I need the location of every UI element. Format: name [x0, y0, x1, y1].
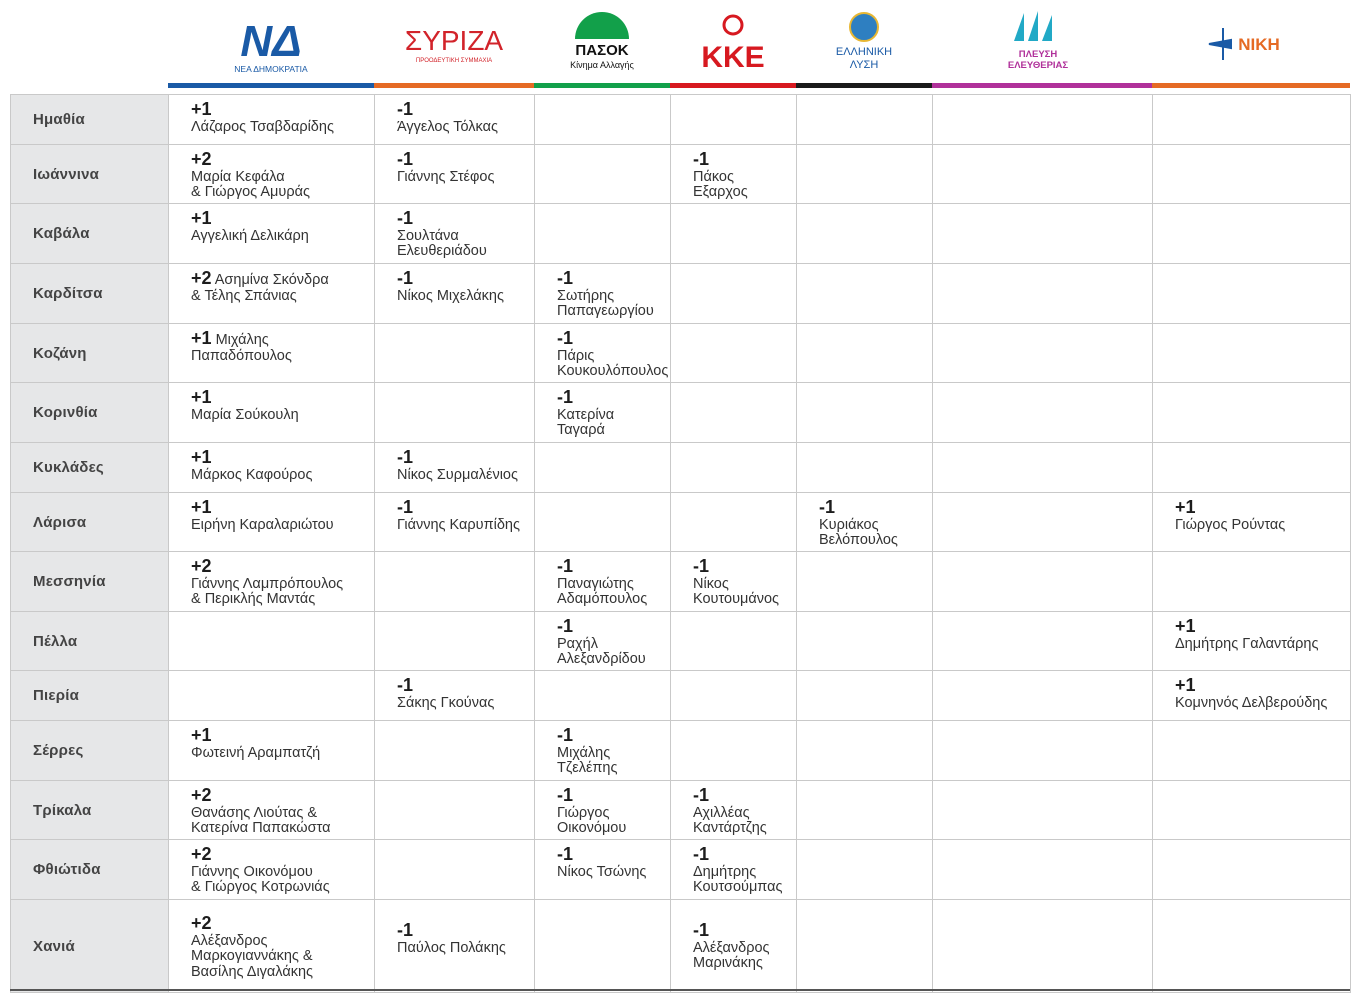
cell-niki: [1153, 840, 1351, 900]
candidate-name: Φωτεινή Αραμπατζή: [191, 744, 321, 761]
candidate-name: Γιάννης Καρυπίδης: [397, 516, 520, 533]
candidate-name: Αλέξανδρος: [693, 939, 770, 956]
candidate-name: & Τέλης Σπάνιας: [191, 287, 297, 304]
cell-niki: [1153, 95, 1351, 145]
candidate-name: Βασίλης Διγαλάκης: [191, 963, 314, 980]
cell-syriza: [375, 95, 535, 145]
candidate-name: Δημήτρης: [693, 863, 757, 880]
region-name: Καβάλα: [11, 204, 169, 264]
cell-pasok: [535, 612, 671, 671]
cell-nd: [169, 145, 375, 204]
seat-change: +1: [191, 328, 212, 348]
cell-syriza: [375, 781, 535, 840]
seat-change: -1: [397, 268, 414, 288]
el-color-bar: [796, 83, 932, 88]
cell-el: [797, 721, 933, 781]
region-name: Ημαθία: [11, 95, 169, 145]
table-row: [11, 612, 1351, 671]
cell-syriza: [375, 612, 535, 671]
syriza-color-bar: [374, 83, 534, 88]
cell-el: [797, 95, 933, 145]
ple-color-bar: [932, 83, 1152, 88]
party-syriza: [374, 0, 534, 90]
seat-change: +1: [191, 447, 212, 467]
seat-change: -1: [397, 497, 414, 517]
seat-change: -1: [397, 920, 414, 940]
cell-niki: [1153, 671, 1351, 721]
candidate-name: Σουλτάνα: [397, 227, 459, 244]
candidate-name: Αλεξανδρίδου: [557, 651, 646, 667]
cell-ple: [933, 493, 1153, 552]
candidate-name: Γιάννης Λαμπρόπουλος: [191, 575, 344, 592]
seat-change: +1: [191, 497, 212, 517]
party-niki: [1152, 0, 1350, 90]
party-ple: [932, 0, 1152, 90]
cell-kke: [671, 493, 797, 552]
cell-niki: [1153, 721, 1351, 781]
region-name: Πέλλα: [11, 612, 169, 671]
party-header: [0, 0, 1360, 90]
cell-el: [797, 443, 933, 493]
candidate-name: Μιχάλης: [215, 332, 269, 348]
el-emblem-icon: [850, 13, 878, 41]
cell-nd: [169, 383, 375, 443]
cell-syriza: [375, 443, 535, 493]
seat-change: +2: [191, 268, 212, 288]
table-row: [11, 264, 1351, 324]
cell-kke: [671, 95, 797, 145]
candidate-name: Παπαδόπουλος: [191, 347, 292, 364]
cell-el: [797, 383, 933, 443]
region-name: Κορινθία: [11, 383, 169, 443]
seat-change: +1: [1175, 616, 1196, 636]
pasok-color-bar: [534, 83, 670, 88]
candidate-name: Νίκος: [693, 575, 729, 592]
seat-change: -1: [693, 556, 710, 576]
ple-sails-icon: [1014, 11, 1052, 41]
cell-nd: [169, 324, 375, 383]
niki-logo: [1152, 6, 1350, 80]
cell-ple: [933, 900, 1153, 993]
seat-change: -1: [693, 149, 710, 169]
candidate-name: Μάρκος Καφούρος: [191, 466, 313, 483]
seat-change: -1: [557, 785, 574, 805]
cell-ple: [933, 781, 1153, 840]
candidate-name: Γιώργος: [557, 804, 610, 821]
candidate-name: & Περικλής Μαντάς: [191, 591, 316, 607]
cell-ple: [933, 840, 1153, 900]
cell-kke: [671, 443, 797, 493]
region-name: Σέρρες: [11, 721, 169, 781]
candidate-name: Νίκος Μιχελάκης: [397, 287, 504, 304]
nd-logo-text: ΝΔ: [240, 17, 302, 66]
seat-change: +1: [191, 99, 212, 119]
seat-change: -1: [397, 149, 414, 169]
ple-logo-sub: ΕΛΕΥΘΕΡΙΑΣ: [1007, 60, 1069, 71]
table-row: [11, 443, 1351, 493]
party-nd: [168, 0, 374, 90]
candidate-name: Γιάννης Οικονόμου: [191, 863, 313, 880]
seat-change: +2: [191, 844, 212, 864]
seat-change: +2: [191, 913, 212, 933]
region-name: Λάρισα: [11, 493, 169, 552]
kke-color-bar: [670, 83, 796, 88]
el-logo-text: ΕΛΛΗΝΙΚΗ: [835, 46, 893, 58]
cell-syriza: [375, 671, 535, 721]
candidate-name: Μαρία Κεφάλα: [191, 168, 285, 185]
seat-change: -1: [397, 447, 414, 467]
cell-ple: [933, 145, 1153, 204]
cell-ple: [933, 95, 1153, 145]
cell-niki: [1153, 264, 1351, 324]
table-row: [11, 671, 1351, 721]
candidate-name: Πάρις: [557, 347, 595, 364]
nd-logo: [168, 6, 374, 80]
cell-syriza: [375, 493, 535, 552]
ple-logo-text: ΠΛΕΥΣΗ: [1018, 49, 1058, 60]
seat-change: +1: [191, 725, 212, 745]
cell-niki: [1153, 612, 1351, 671]
cell-ple: [933, 552, 1153, 612]
cell-el: [797, 612, 933, 671]
cell-niki: [1153, 552, 1351, 612]
candidate-name: Κομνηνός Δελβερούδης: [1175, 694, 1328, 711]
cell-pasok: [535, 900, 671, 993]
candidate-name: Γιάννης Στέφος: [397, 168, 495, 185]
pasok-logo-text: ΠΑΣΟΚ: [575, 42, 629, 59]
cell-syriza: [375, 324, 535, 383]
seat-change: +2: [191, 149, 212, 169]
seat-change: +1: [191, 387, 212, 407]
cell-pasok: [535, 324, 671, 383]
results-table: [10, 94, 1351, 993]
party-kke: [670, 0, 796, 90]
cell-kke: [671, 324, 797, 383]
cell-nd: [169, 721, 375, 781]
candidate-name: Κυριάκος: [819, 516, 879, 533]
cell-kke: [671, 204, 797, 264]
cell-kke: [671, 612, 797, 671]
cell-syriza: [375, 721, 535, 781]
syriza-logo-sub: ΠΡΟΟΔΕΥΤΙΚΗ ΣΥΜΜΑΧΙΑ: [415, 58, 493, 64]
candidate-name: Κουτουμάνος: [693, 591, 780, 607]
cell-pasok: [535, 95, 671, 145]
candidate-name: Κατερίνα: [557, 406, 615, 423]
table-row: [11, 324, 1351, 383]
cell-syriza: [375, 840, 535, 900]
candidate-name: Εξαρχος: [693, 184, 748, 200]
cell-syriza: [375, 204, 535, 264]
seat-change: -1: [397, 208, 414, 228]
kke-hammer-sickle-icon: [724, 16, 742, 34]
cell-niki: [1153, 900, 1351, 993]
cell-nd: [169, 443, 375, 493]
table-row: [11, 552, 1351, 612]
cell-syriza: [375, 145, 535, 204]
seat-change: -1: [557, 725, 574, 745]
table-row: [11, 900, 1351, 993]
nd-logo-sub: ΝΕΑ ΔΗΜΟΚΡΑΤΙΑ: [234, 64, 308, 74]
candidate-name: Κατερίνα Παπακώστα: [191, 820, 331, 836]
cell-el: [797, 204, 933, 264]
region-name: Χανιά: [11, 900, 169, 993]
candidate-name: Λάζαρος Τσαβδαρίδης: [191, 118, 334, 135]
candidate-name: Αλέξανδρος: [191, 932, 268, 949]
kke-logo: [670, 6, 796, 80]
region-name: Πιερία: [11, 671, 169, 721]
candidate-name: Αδαμόπουλος: [557, 591, 648, 607]
cell-syriza: [375, 264, 535, 324]
seat-change: -1: [397, 675, 414, 695]
seat-change: +1: [1175, 497, 1196, 517]
candidate-name: Γιώργος Ρούντας: [1175, 516, 1286, 533]
cell-el: [797, 264, 933, 324]
niki-logo-text: ΝΙΚΗ: [1238, 35, 1280, 54]
seat-change: -1: [557, 556, 574, 576]
table-row: [11, 493, 1351, 552]
cell-el: [797, 840, 933, 900]
cell-pasok: [535, 145, 671, 204]
table-row: [11, 721, 1351, 781]
candidate-name: Νίκος Συρμαλένιος: [397, 466, 518, 483]
candidate-name: Μαρία Σούκουλη: [191, 406, 299, 423]
cell-pasok: [535, 840, 671, 900]
seat-change: -1: [557, 616, 574, 636]
seat-change: -1: [693, 785, 710, 805]
cell-syriza: [375, 383, 535, 443]
candidate-name: Σάκης Γκούνας: [397, 694, 495, 711]
cell-ple: [933, 204, 1153, 264]
region-name: Ιωάννινα: [11, 145, 169, 204]
cell-nd: [169, 671, 375, 721]
cell-ple: [933, 671, 1153, 721]
cell-nd: [169, 781, 375, 840]
cell-nd: [169, 900, 375, 993]
el-logo: [796, 6, 932, 80]
seat-change: +1: [1175, 675, 1196, 695]
cell-pasok: [535, 493, 671, 552]
table-row: [11, 95, 1351, 145]
candidate-name: & Γιώργος Αμυράς: [191, 184, 310, 200]
cell-pasok: [535, 552, 671, 612]
pasok-logo-sub: Κίνημα Αλλαγής: [570, 60, 634, 70]
cell-niki: [1153, 324, 1351, 383]
cell-nd: [169, 840, 375, 900]
candidate-name: Μαρινάκης: [693, 955, 763, 971]
region-name: Μεσσηνία: [11, 552, 169, 612]
candidate-name: Ειρήνη Καραλαριώτου: [191, 516, 334, 533]
cell-kke: [671, 781, 797, 840]
candidate-name: & Γιώργος Κοτρωνιάς: [191, 879, 330, 895]
cell-pasok: [535, 383, 671, 443]
cell-ple: [933, 324, 1153, 383]
region-name: Κοζάνη: [11, 324, 169, 383]
cell-el: [797, 900, 933, 993]
candidate-name: Ασημίνα Σκόνδρα: [214, 272, 329, 288]
seat-change: -1: [557, 387, 574, 407]
cell-kke: [671, 145, 797, 204]
cell-niki: [1153, 493, 1351, 552]
table-row: [11, 204, 1351, 264]
table-row: [11, 781, 1351, 840]
cell-pasok: [535, 781, 671, 840]
candidate-name: Οικονόμου: [557, 820, 627, 836]
party-pasok: [534, 0, 670, 90]
cell-niki: [1153, 145, 1351, 204]
candidate-name: Καντάρτζης: [693, 820, 767, 836]
party-el: [796, 0, 932, 90]
cell-el: [797, 145, 933, 204]
cell-nd: [169, 493, 375, 552]
cell-el: [797, 493, 933, 552]
cell-pasok: [535, 264, 671, 324]
pasok-sun-icon: [575, 12, 629, 39]
cell-syriza: [375, 900, 535, 993]
seat-change: -1: [557, 844, 574, 864]
seat-change: -1: [693, 844, 710, 864]
region-name: Φθιώτιδα: [11, 840, 169, 900]
table-row: [11, 840, 1351, 900]
region-name: Κυκλάδες: [11, 443, 169, 493]
cell-ple: [933, 383, 1153, 443]
candidate-name: Βελόπουλος: [819, 532, 898, 548]
cell-el: [797, 324, 933, 383]
cell-el: [797, 781, 933, 840]
candidate-name: Ελευθεριάδου: [397, 243, 487, 259]
table-row: [11, 383, 1351, 443]
seat-change: -1: [557, 268, 574, 288]
candidate-name: Παύλος Πολάκης: [397, 939, 506, 956]
candidate-name: Αχιλλέας: [693, 804, 750, 821]
cell-niki: [1153, 443, 1351, 493]
candidate-name: Ταγαρά: [557, 422, 605, 438]
seat-change: +2: [191, 785, 212, 805]
nd-color-bar: [168, 83, 374, 88]
seat-change: +1: [191, 208, 212, 228]
cell-kke: [671, 552, 797, 612]
candidate-name: Παπαγεωργίου: [557, 303, 654, 319]
cell-pasok: [535, 721, 671, 781]
niki-cross-icon: [1209, 28, 1231, 60]
cell-kke: [671, 264, 797, 324]
candidate-name: Δημήτρης Γαλαντάρης: [1175, 635, 1319, 652]
cell-nd: [169, 204, 375, 264]
syriza-logo: [374, 6, 534, 80]
candidate-name: Μαρκογιαννάκης &: [191, 948, 313, 964]
cell-ple: [933, 443, 1153, 493]
cell-pasok: [535, 204, 671, 264]
candidate-name: Αγγελική Δελικάρη: [191, 227, 309, 244]
cell-kke: [671, 721, 797, 781]
cell-niki: [1153, 781, 1351, 840]
seat-change: -1: [557, 328, 574, 348]
candidate-name: Σωτήρης: [557, 287, 615, 304]
region-name: Καρδίτσα: [11, 264, 169, 324]
cell-niki: [1153, 204, 1351, 264]
seat-change: -1: [397, 99, 414, 119]
seat-change: -1: [693, 920, 710, 940]
ple-logo: [932, 6, 1152, 80]
cell-ple: [933, 264, 1153, 324]
candidate-name: Κουτσούμπας: [693, 879, 783, 895]
el-logo-sub: ΛΥΣΗ: [849, 59, 879, 71]
candidate-name: Τζελέπης: [557, 760, 618, 776]
cell-kke: [671, 671, 797, 721]
table-bottom-rule: [10, 989, 1350, 991]
seat-change: -1: [819, 497, 836, 517]
kke-logo-text: ΚΚΕ: [701, 41, 765, 74]
candidate-name: Νίκος Τσώνης: [557, 863, 647, 880]
candidate-name: Πάκος: [693, 168, 734, 185]
candidate-name: Μιχάλης: [557, 744, 611, 761]
cell-el: [797, 552, 933, 612]
cell-pasok: [535, 671, 671, 721]
cell-kke: [671, 900, 797, 993]
candidate-name: Παναγιώτης: [557, 575, 634, 592]
cell-el: [797, 671, 933, 721]
cell-kke: [671, 840, 797, 900]
seat-change: +2: [191, 556, 212, 576]
candidate-name: Θανάσης Λιούτας &: [191, 804, 318, 821]
cell-nd: [169, 264, 375, 324]
cell-kke: [671, 383, 797, 443]
cell-ple: [933, 612, 1153, 671]
cell-nd: [169, 552, 375, 612]
cell-ple: [933, 721, 1153, 781]
cell-nd: [169, 612, 375, 671]
candidate-name: Άγγελος Τόλκας: [397, 118, 498, 135]
cell-syriza: [375, 552, 535, 612]
syriza-logo-text: ΣΥΡΙΖΑ: [404, 25, 504, 56]
cell-pasok: [535, 443, 671, 493]
cell-niki: [1153, 383, 1351, 443]
candidate-name: Κουκουλόπουλος: [557, 363, 669, 379]
region-name: Τρίκαλα: [11, 781, 169, 840]
cell-nd: [169, 95, 375, 145]
table-row: [11, 145, 1351, 204]
pasok-logo: [534, 6, 670, 80]
candidate-name: Ραχήλ: [557, 635, 598, 652]
niki-color-bar: [1152, 83, 1350, 88]
